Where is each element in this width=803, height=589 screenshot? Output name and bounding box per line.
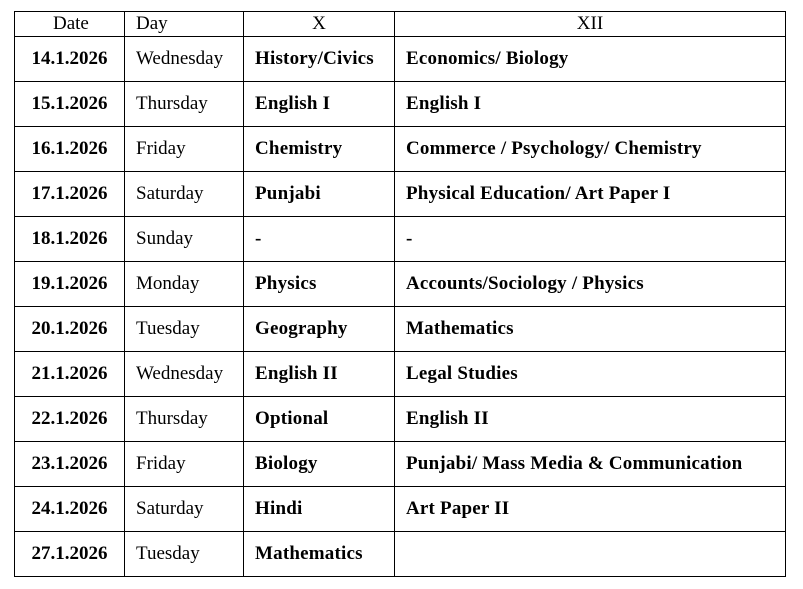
row-class-xii-cell: Art Paper II xyxy=(395,487,786,532)
row-class-x-cell: Optional xyxy=(244,397,395,442)
row-date-cell: 27.1.2026 xyxy=(15,532,125,577)
row-date-cell: 17.1.2026 xyxy=(15,172,125,217)
header-day: Day xyxy=(125,12,244,37)
row-day-cell: Wednesday xyxy=(125,352,244,397)
row-class-x-cell: History/Civics xyxy=(244,37,395,82)
table-row xyxy=(15,532,786,577)
header-class-x: X xyxy=(244,12,395,37)
header-row xyxy=(15,12,786,37)
row-date-cell: 19.1.2026 xyxy=(15,262,125,307)
row-day-cell: Thursday xyxy=(125,397,244,442)
table-row xyxy=(15,397,786,442)
row-class-x-cell: Chemistry xyxy=(244,127,395,172)
row-day-cell: Saturday xyxy=(125,487,244,532)
row-class-xii-cell: English II xyxy=(395,397,786,442)
row-class-xii-cell: Physical Education/ Art Paper I xyxy=(395,172,786,217)
row-class-xii-cell: Mathematics xyxy=(395,307,786,352)
table-row xyxy=(15,352,786,397)
row-day-cell: Monday xyxy=(125,262,244,307)
row-day-cell: Sunday xyxy=(125,217,244,262)
row-class-x-cell: English I xyxy=(244,82,395,127)
row-day-cell: Tuesday xyxy=(125,307,244,352)
table-row xyxy=(15,127,786,172)
row-class-x-cell: Geography xyxy=(244,307,395,352)
row-class-x-cell: - xyxy=(244,217,395,262)
header-class-xii: XII xyxy=(395,12,786,37)
table-row xyxy=(15,487,786,532)
row-class-xii-cell: Accounts/Sociology / Physics xyxy=(395,262,786,307)
table-row xyxy=(15,82,786,127)
row-date-cell: 18.1.2026 xyxy=(15,217,125,262)
table-row xyxy=(15,172,786,217)
row-class-xii-cell: Legal Studies xyxy=(395,352,786,397)
row-day-cell: Saturday xyxy=(125,172,244,217)
row-day-cell: Friday xyxy=(125,442,244,487)
row-date-cell: 23.1.2026 xyxy=(15,442,125,487)
row-class-x-cell: Punjabi xyxy=(244,172,395,217)
row-date-cell: 16.1.2026 xyxy=(15,127,125,172)
row-date-cell: 15.1.2026 xyxy=(15,82,125,127)
row-date-cell: 14.1.2026 xyxy=(15,37,125,82)
table-row xyxy=(15,217,786,262)
row-class-x-cell: Mathematics xyxy=(244,532,395,577)
row-class-x-cell: Biology xyxy=(244,442,395,487)
row-day-cell: Thursday xyxy=(125,82,244,127)
row-date-cell: 20.1.2026 xyxy=(15,307,125,352)
row-date-cell: 21.1.2026 xyxy=(15,352,125,397)
row-day-cell: Wednesday xyxy=(125,37,244,82)
table-body xyxy=(15,37,786,577)
row-class-xii-cell: - xyxy=(395,217,786,262)
row-class-x-cell: Hindi xyxy=(244,487,395,532)
row-class-xii-cell: English I xyxy=(395,82,786,127)
row-day-cell: Friday xyxy=(125,127,244,172)
row-date-cell: 22.1.2026 xyxy=(15,397,125,442)
row-day-cell: Tuesday xyxy=(125,532,244,577)
row-class-x-cell: English II xyxy=(244,352,395,397)
header-date: Date xyxy=(15,12,125,37)
table-row xyxy=(15,307,786,352)
table-row xyxy=(15,262,786,307)
row-class-x-cell: Physics xyxy=(244,262,395,307)
row-date-cell: 24.1.2026 xyxy=(15,487,125,532)
table-row xyxy=(15,37,786,82)
table-header xyxy=(15,12,786,37)
row-class-xii-cell: Commerce / Psychology/ Chemistry xyxy=(395,127,786,172)
exam-schedule-table xyxy=(14,11,786,577)
row-class-xii-cell: Economics/ Biology xyxy=(395,37,786,82)
table-row xyxy=(15,442,786,487)
row-class-xii-cell xyxy=(395,532,786,577)
row-class-xii-cell: Punjabi/ Mass Media & Communication xyxy=(395,442,786,487)
